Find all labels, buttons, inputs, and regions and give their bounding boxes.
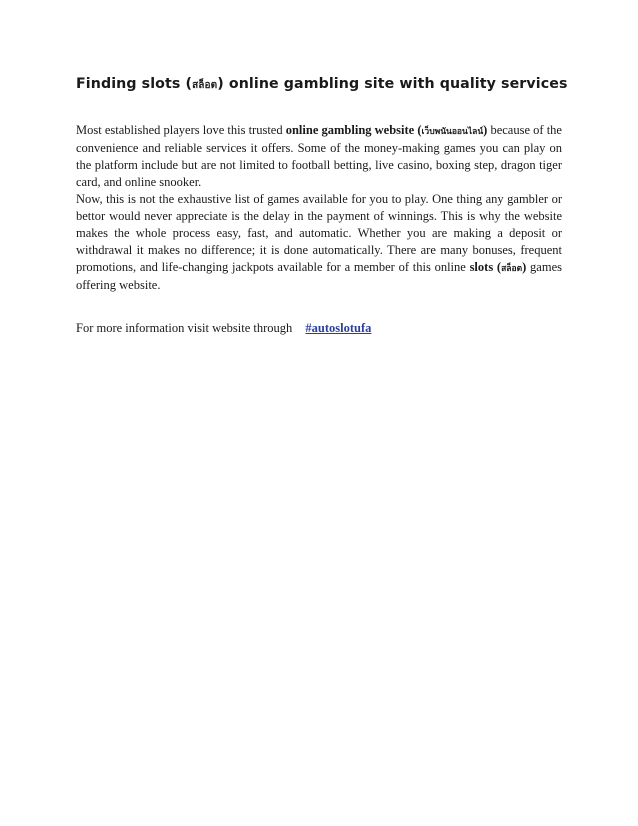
title-thai-word: สล็อต: [192, 80, 218, 91]
footer-line: [76, 320, 562, 337]
page-title: [76, 74, 568, 96]
paragraph-1: [76, 122, 562, 191]
paragraph-2-thai-term: สล็อต: [501, 263, 523, 273]
title-text-start: Finding slots (: [76, 76, 193, 92]
footer-text: For more information visit website through: [76, 321, 293, 335]
hashtag-link[interactable]: #autoslotufa: [305, 321, 372, 335]
paragraph-2: [76, 191, 562, 294]
article-body: [76, 122, 562, 294]
paragraph-1-lead: Most established players love this trusted: [76, 123, 286, 137]
paragraph-1-rest: because of the convenience and reliable services it offers. Some of the money-making games you can play on the platform include but are not limited to football betting, live casino, boxing step, dragon tiger card, and online snooker.: [76, 123, 562, 189]
keyword-online-gambling-website: online gambling website: [285, 123, 415, 137]
title-text-end: ) online gambling site with quality services: [217, 76, 568, 92]
paragraph-2-rest: games offering website.: [76, 260, 562, 292]
paragraph-1-thai-term: เว็บพนันออนไลน์: [421, 126, 484, 136]
paragraph-1-paren-open: (: [414, 123, 422, 137]
paragraph-2-paren-open: (: [493, 260, 502, 274]
paragraph-1-paren-close: ): [483, 123, 488, 137]
document-page: [76, 74, 568, 337]
paragraph-2-lead: Now, this is not the exhaustive list of games available for you to play. One thing any gambler or bettor would never appreciate is the delay in the payment of winnings. This is why the website makes the whole process easy, fast, and automatic. Whether you are making a deposit or withdrawal it makes no difference; it is done automatically. There are many bonuses, frequent promotions, and life-changing jackpots available for a member of this online: [76, 192, 562, 274]
keyword-slots: slots: [469, 260, 494, 274]
paragraph-2-paren-close: ): [522, 260, 527, 274]
